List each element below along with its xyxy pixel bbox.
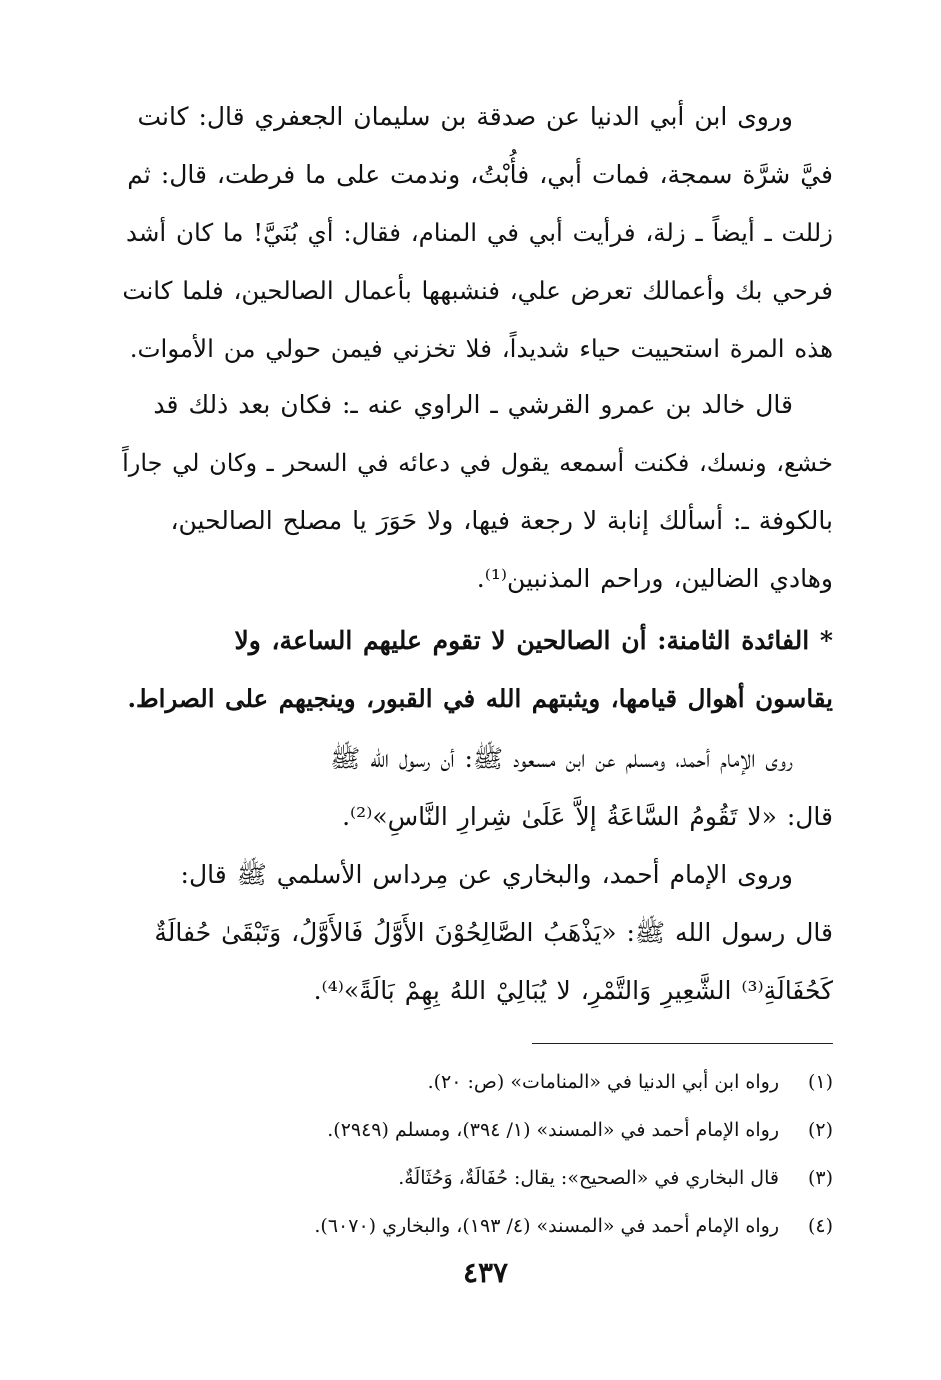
text-line: وروى الإمام أحمد، والبخاري عن مِرداس الأسلمي ﷺ قال:	[180, 860, 793, 889]
main-text	[122, 730, 833, 846]
text-line: وهادي الضالين، وراحم المذنبين⁽¹⁾.	[476, 564, 833, 593]
footnote-number: (٤)	[807, 1215, 833, 1237]
footnote-3	[150, 1154, 833, 1202]
footnotes	[150, 1058, 833, 1250]
footnote-number: (١)	[807, 1071, 833, 1093]
paragraph-1	[122, 88, 833, 378]
footnote-number: (٣)	[807, 1167, 833, 1189]
footnote-4	[150, 1202, 833, 1250]
text-line: كَحُفَالَةِ⁽³⁾ الشَّعِيرِ وَالتَّمْرِ، لا يُبَالِيْ اللهُ بِهِمْ بَالَةً»⁽⁴⁾.	[313, 976, 833, 1005]
paragraph-3	[122, 730, 833, 846]
footnote-text: رواه الإمام أحمد في «المسند» (١/ ٣٩٤)، ومسلم (٢٩٤٩).	[327, 1119, 779, 1141]
footnote-2	[150, 1106, 833, 1154]
main-text	[122, 846, 833, 1020]
footnote-text: رواه الإمام أحمد في «المسند» (٤/ ١٩٣)، والبخاري (٦٠٧٠).	[314, 1215, 779, 1237]
text-line: زللت ـ أيضاً ـ زلة، فرأيت أبي في المنام، فقال: أي بُنَيَّ! ما كان أشد	[126, 218, 833, 247]
text-line: فيَّ شرَّة سمجة، فمات أبي، فأُبْتُ، وندمت على ما فرطت، قال: ثم	[127, 160, 833, 189]
text-line: * الفائدة الثامنة: أن الصالحين لا تقوم عليهم الساعة، ولا	[234, 626, 833, 655]
text-line: وروى ابن أبي الدنيا عن صدقة بن سليمان الجعفري قال: كانت	[137, 102, 793, 131]
footnote-1	[150, 1058, 833, 1106]
text-line: قال: «لا تَقُومُ السَّاعَةُ إلاَّ عَلَىٰ شِرارِ النَّاسِ»⁽²⁾.	[342, 802, 833, 831]
page-number: ٤٣٧	[462, 1256, 509, 1289]
text-line: بالكوفة ـ: أسألك إنابة لا رجعة فيها، ولا حَوَرَ يا مصلح الصالحين،	[170, 506, 833, 535]
main-text	[122, 376, 833, 608]
footnote-number: (٢)	[807, 1119, 833, 1141]
text-line: يقاسون أهوال قيامها، ويثبتهم الله في القبور، وينجيهم على الصراط.	[127, 684, 833, 713]
text-line: هذه المرة استحييت حياء شديداً، فلا تخزني فيمن حولي من الأموات.	[129, 334, 833, 363]
text-line: فرحي بك وأعمالك تعرض علي، فنشبهها بأعمال الصالحين، فلما كانت	[122, 276, 833, 305]
text-line: قال خالد بن عمرو القرشي ـ الراوي عنه ـ: فكان بعد ذلك قد	[153, 390, 793, 419]
footnote-divider	[532, 1043, 833, 1044]
paragraph-4	[122, 846, 833, 1020]
paragraph-2	[122, 376, 833, 608]
footnote-text: رواه ابن أبي الدنيا في «المنامات» (ص: ٢٠).	[427, 1071, 779, 1093]
text-line: قال رسول الله ﷺ: «يَذْهَبُ الصَّالِحُوْنَ الأَوَّلُ فَالأَوَّلُ، وَتَبْقَىٰ حُفالَةٌ	[154, 918, 833, 947]
main-text	[122, 88, 833, 378]
text-line: خشع، ونسك، فكنت أسمعه يقول في دعائه في السحر ـ وكان لي جاراً	[122, 449, 833, 477]
text-line: روى الإمام أحمد، ومسلم عن ابن مسعود ﷺ: أن رسول الله ﷺ	[330, 744, 793, 773]
footnote-text: قال البخاري في «الصحيح»: يقال: حُفَالَةٌ، وَحُثَالَةٌ.	[398, 1167, 779, 1189]
heading-benefit-eight	[122, 612, 833, 728]
main-text	[122, 612, 833, 728]
